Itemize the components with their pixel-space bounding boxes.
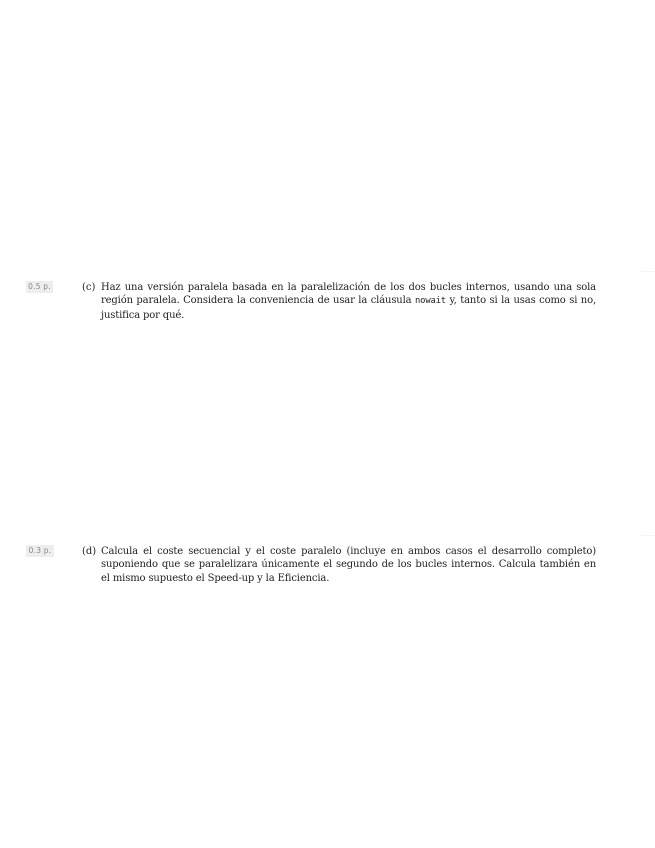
points-badge: 0.3 p. (26, 545, 54, 557)
code-keyword: nowait (415, 296, 446, 307)
question-label: (d) (82, 546, 97, 557)
question-text-part: y, tanto si la usas como si no, justifica por qué. (101, 295, 596, 321)
question-label: (c) (82, 282, 96, 293)
question-text (101, 281, 596, 322)
page-edge-mark-top (641, 271, 655, 272)
points-badge: 0.5 p. (26, 281, 53, 293)
question-text-part: Haz una versión paralela basada en la paralelización de los dos bucles internos, usando una sola región paralela. Considera la conveniencia de usar la cláusula (101, 282, 596, 307)
page-edge-mark-middle (641, 535, 655, 536)
question-text: Calcula el coste secuencial y el coste paralelo (incluye en ambos casos el desarrollo completo) suponiendo que se paralelizara únicamente el segundo de los bucles internos. Calcula también en el mismo supuesto el Speed-up y la Eficiencia. (101, 546, 596, 584)
